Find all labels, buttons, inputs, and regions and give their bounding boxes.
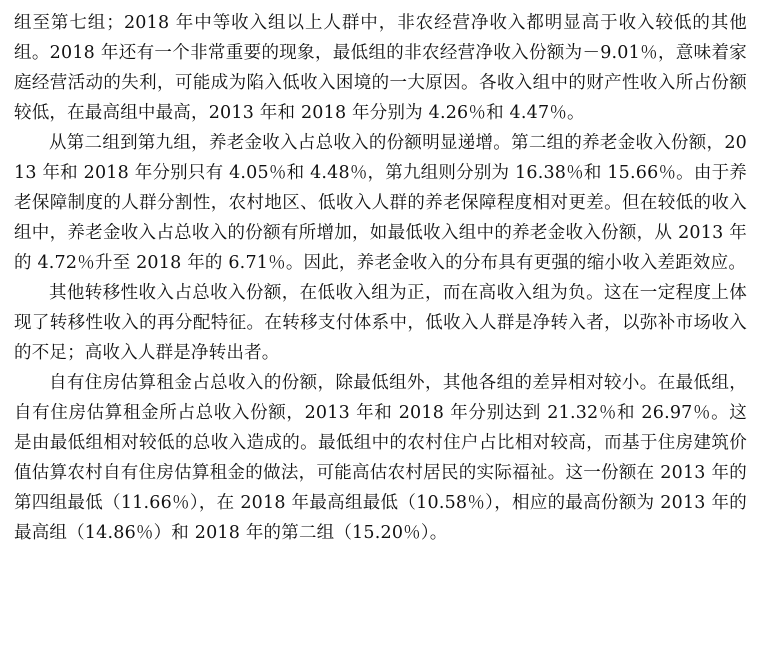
paragraph-1-continued: 组至第七组；2018 年中等收入组以上人群中，非农经营净收入都明显高于收入较低的其他组。2018 年还有一个非常重要的现象，最低组的非农经营净收入份额为－9.01％，意味着家庭经营活动的失利，可能成为陷入低收入困境的一大原因。各收入组中的财产性收入所占份额较低，在最高组中最高，2013 年和 2018 年分别为 4.26％和 4.47％。 — [14, 13, 747, 123]
paragraph-3: 其他转移性收入占总收入份额，在低收入组为正，而在高收入组为负。这在一定程度上体现了转移性收入的再分配特征。在转移支付体系中，低收入人群是净转入者，以弥补市场收入的不足；高收入人群是净转出者。 — [14, 283, 747, 363]
paragraph-2: 从第二组到第九组，养老金收入占总收入的份额明显递增。第二组的养老金收入份额，2013 年和 2018 年分别只有 4.05％和 4.48％，第九组则分别为 16.38％和 15.66％。由于养老保障制度的人群分割性，农村地区、低收入人群的养老保障程度相对更差。但在较低的收入组中，养老金收入占总收入的份额有所增加，如最低收入组中的养老金收入份额，从 2013 年的 4.72％升至 2018 年的 6.71％。因此，养老金收入的分布具有更强的缩小收入差距效应。 — [14, 133, 747, 273]
paragraph-4: 自有住房估算租金占总收入的份额，除最低组外，其他各组的差异相对较小。在最低组，自有住房估算租金所占总收入份额，2013 年和 2018 年分别达到 21.32％和 26.97％。这是由最低组相对较低的总收入造成的。最低组中的农村住户占比相对较高，而基于住房建筑价值估算农村自有住房估算租金的做法，可能高估农村居民的实际福祉。这一份额在 2013 年的第四组最低（11.66％），在 2018 年最高组最低（10.58％），相应的最高份额为 2013 年的最高组（14.86％）和 2018 年的第二组（15.20％）。 — [14, 373, 747, 543]
